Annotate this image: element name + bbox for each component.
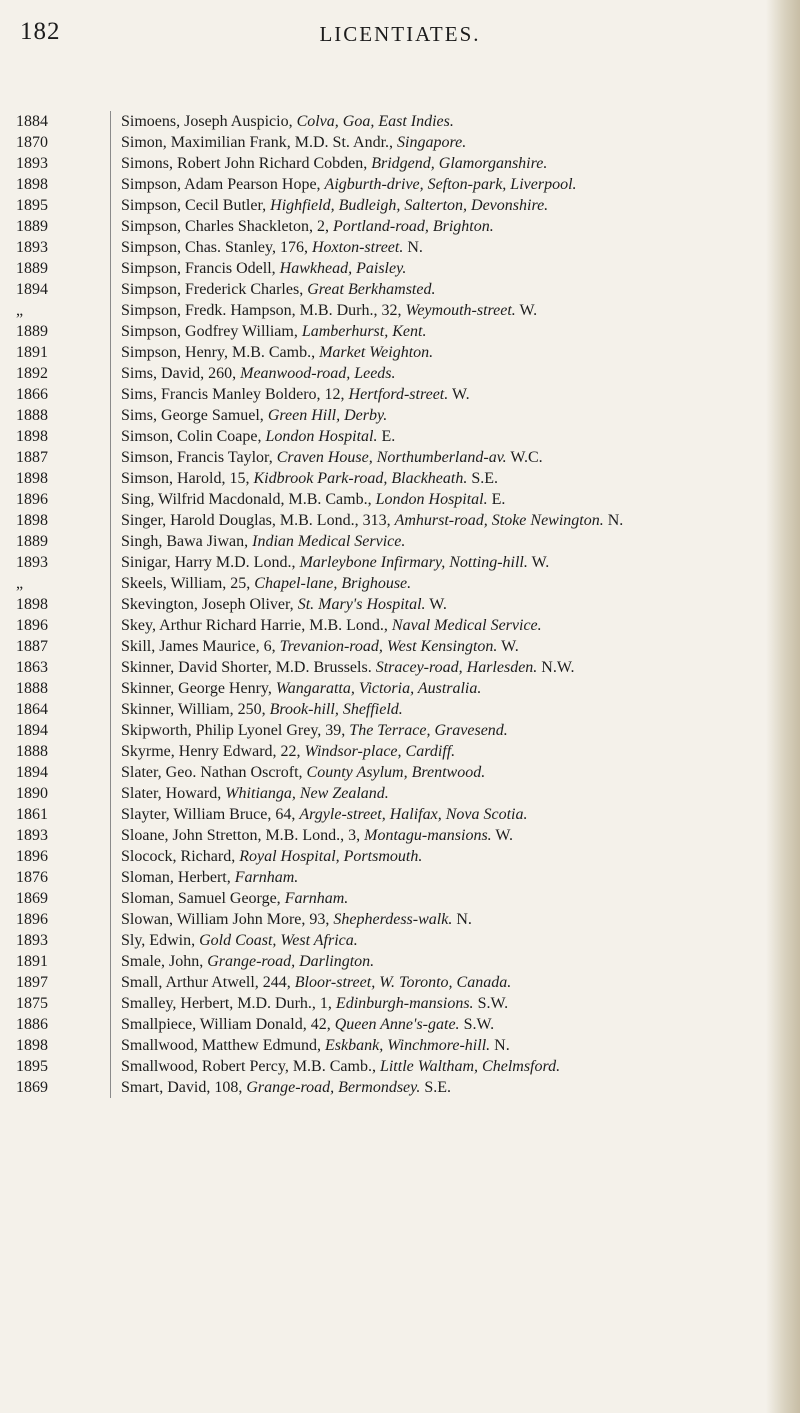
list-item bbox=[0, 951, 800, 972]
entry-address: Singapore. bbox=[397, 134, 467, 151]
entry-year: 1876 bbox=[16, 869, 48, 886]
entry-address: Argyle-street, Halifax, Nova Scotia. bbox=[299, 806, 528, 823]
entry-name: Smalley, Herbert, M.D. Durh., 1, bbox=[121, 995, 336, 1012]
entry-name: Skeels, William, 25, bbox=[121, 575, 255, 592]
entry-name: Simoens, Joseph Auspicio, bbox=[121, 113, 297, 130]
entry-year: 1887 bbox=[16, 449, 48, 466]
entry-text bbox=[110, 678, 770, 699]
entry-name: Skevington, Joseph Oliver, bbox=[121, 596, 298, 613]
entry-address: Wangaratta, Victoria, Australia. bbox=[275, 680, 482, 697]
list-item bbox=[0, 909, 800, 930]
entry-postal-district: E. bbox=[377, 428, 396, 445]
entry-address: Whitianga, New Zealand. bbox=[225, 785, 389, 802]
entry-text bbox=[110, 615, 770, 636]
entry-text bbox=[110, 783, 770, 804]
entry-text bbox=[110, 657, 770, 678]
entry-year: 1893 bbox=[16, 155, 48, 172]
entry-name: Slowan, William John More, 93, bbox=[121, 911, 334, 928]
list-item bbox=[0, 489, 800, 510]
entry-text bbox=[110, 153, 770, 174]
entry-postal-district: N. bbox=[403, 239, 423, 256]
entry-text bbox=[110, 993, 770, 1014]
list-item bbox=[0, 1077, 800, 1098]
entry-name: Skinner, George Henry, bbox=[121, 680, 276, 697]
entry-address: Meanwood-road, Leeds. bbox=[240, 365, 396, 382]
entry-year: 1870 bbox=[16, 134, 48, 151]
entry-name: Simpson, Henry, M.B. Camb., bbox=[121, 344, 320, 361]
entry-name: Simpson, Charles Shackleton, 2, bbox=[121, 218, 333, 235]
entry-address: Highfield, Budleigh, Salterton, Devonshire. bbox=[270, 197, 549, 214]
entry-address: Windsor-place, Cardiff. bbox=[304, 743, 456, 760]
entry-text bbox=[110, 867, 770, 888]
entry-address: Hoxton-street. bbox=[311, 239, 404, 256]
list-item bbox=[0, 405, 800, 426]
entry-address: Great Berkhamsted. bbox=[307, 281, 436, 298]
entry-text bbox=[110, 741, 770, 762]
entry-text bbox=[110, 405, 770, 426]
entry-postal-district: S.E. bbox=[420, 1079, 452, 1096]
entry-postal-district: N. bbox=[452, 911, 472, 928]
entry-year: 1889 bbox=[16, 323, 48, 340]
entry-address: Montagu-mansions. bbox=[364, 827, 492, 844]
list-item bbox=[0, 762, 800, 783]
entry-name: Slayter, William Bruce, 64, bbox=[121, 806, 300, 823]
list-item bbox=[0, 972, 800, 993]
entry-address: Brook-hill, Sheffield. bbox=[269, 701, 403, 718]
entry-address: St. Mary's Hospital. bbox=[297, 596, 426, 613]
entry-year: 1869 bbox=[16, 1079, 48, 1096]
list-item bbox=[0, 510, 800, 531]
list-item bbox=[0, 111, 800, 132]
entry-postal-district: W. bbox=[515, 302, 538, 319]
list-item bbox=[0, 174, 800, 195]
entry-text bbox=[110, 258, 770, 279]
list-item bbox=[0, 384, 800, 405]
entry-year: 1898 bbox=[16, 1037, 48, 1054]
entry-text bbox=[110, 1056, 770, 1077]
entry-year: 1889 bbox=[16, 260, 48, 277]
entry-text bbox=[110, 930, 770, 951]
entry-address: Kidbrook Park-road, Blackheath. bbox=[253, 470, 468, 487]
list-item bbox=[0, 741, 800, 762]
entry-text bbox=[110, 699, 770, 720]
entry-address: Bridgend, Glamorganshire. bbox=[371, 155, 548, 172]
entry-text bbox=[110, 531, 770, 552]
entry-year: 1898 bbox=[16, 428, 48, 445]
entry-name: Sims, George Samuel, bbox=[121, 407, 268, 424]
entry-address: Green Hill, Derby. bbox=[267, 407, 388, 424]
entry-text bbox=[110, 279, 770, 300]
entry-year: 1893 bbox=[16, 827, 48, 844]
entry-name: Simpson, Frederick Charles, bbox=[121, 281, 308, 298]
licentiate-list bbox=[0, 111, 800, 1098]
entry-year: 1889 bbox=[16, 533, 48, 550]
entry-year: 1890 bbox=[16, 785, 48, 802]
entry-year: 1893 bbox=[16, 554, 48, 571]
list-item bbox=[0, 447, 800, 468]
entry-name: Skill, James Maurice, 6, bbox=[121, 638, 280, 655]
entry-address: Hawkhead, Paisley. bbox=[279, 260, 407, 277]
entry-year: 1898 bbox=[16, 596, 48, 613]
entry-text bbox=[110, 720, 770, 741]
entry-year: 1893 bbox=[16, 932, 48, 949]
entry-year: 1893 bbox=[16, 239, 48, 256]
entry-year: 1864 bbox=[16, 701, 48, 718]
entry-name: Smallwood, Robert Percy, M.B. Camb., bbox=[121, 1058, 380, 1075]
entry-postal-district: W. bbox=[497, 638, 519, 655]
list-item bbox=[0, 153, 800, 174]
entry-postal-district: N. bbox=[490, 1037, 510, 1054]
entry-text bbox=[110, 468, 770, 489]
list-item bbox=[0, 783, 800, 804]
entry-postal-district: E. bbox=[487, 491, 506, 508]
entry-address: Royal Hospital, Portsmouth. bbox=[239, 848, 423, 865]
entry-text bbox=[110, 1077, 770, 1098]
entry-year: 1894 bbox=[16, 764, 48, 781]
entry-address: Trevanion-road, West Kensington. bbox=[279, 638, 498, 655]
entry-name: Simpson, Godfrey William, bbox=[121, 323, 302, 340]
entry-text bbox=[110, 321, 770, 342]
entry-name: Simpson, Francis Odell, bbox=[121, 260, 280, 277]
entry-postal-district: S.E. bbox=[467, 470, 499, 487]
entry-address: London Hospital. bbox=[375, 491, 488, 508]
entry-text bbox=[110, 846, 770, 867]
entry-year: 1897 bbox=[16, 974, 48, 991]
entry-text bbox=[110, 1035, 770, 1056]
list-item bbox=[0, 468, 800, 489]
entry-name: Simson, Colin Coape, bbox=[121, 428, 266, 445]
entry-name: Simson, Harold, 15, bbox=[121, 470, 254, 487]
entry-text bbox=[110, 195, 770, 216]
list-item bbox=[0, 363, 800, 384]
entry-name: Slocock, Richard, bbox=[121, 848, 240, 865]
entry-address: Colva, Goa, East Indies. bbox=[296, 113, 454, 130]
entry-address: Edinburgh-mansions. bbox=[335, 995, 474, 1012]
entry-address: Eskbank, Winchmore-hill. bbox=[324, 1037, 491, 1054]
entry-name: Simpson, Chas. Stanley, 176, bbox=[121, 239, 312, 256]
entry-year: 1894 bbox=[16, 722, 48, 739]
entry-name: Simpson, Adam Pearson Hope, bbox=[121, 176, 325, 193]
entry-address: Grange-road, Bermondsey. bbox=[246, 1079, 421, 1096]
entry-text bbox=[110, 132, 770, 153]
entry-text bbox=[110, 594, 770, 615]
list-item bbox=[0, 804, 800, 825]
entry-text bbox=[110, 636, 770, 657]
entry-name: Smallwood, Matthew Edmund, bbox=[121, 1037, 325, 1054]
list-item bbox=[0, 300, 800, 321]
entry-name: Singh, Bawa Jiwan, bbox=[121, 533, 253, 550]
entry-postal-district: W. bbox=[425, 596, 447, 613]
entry-postal-district: S.W. bbox=[459, 1016, 495, 1033]
list-item bbox=[0, 573, 800, 594]
entry-name: Sly, Edwin, bbox=[121, 932, 200, 949]
entry-year: 1884 bbox=[16, 113, 48, 130]
entry-year: 1896 bbox=[16, 491, 48, 508]
entry-name: Skipworth, Philip Lyonel Grey, 39, bbox=[121, 722, 350, 739]
entry-address: Gold Coast, West Africa. bbox=[199, 932, 358, 949]
entry-name: Skinner, David Shorter, M.D. Brussels. bbox=[121, 659, 376, 676]
list-item bbox=[0, 636, 800, 657]
entry-year: 1898 bbox=[16, 176, 48, 193]
entry-name: Sims, David, 260, bbox=[121, 365, 241, 382]
list-item bbox=[0, 258, 800, 279]
entry-year: 1866 bbox=[16, 386, 48, 403]
list-item bbox=[0, 195, 800, 216]
entry-text bbox=[110, 573, 770, 594]
entry-address: Bloor-street, W. Toronto, Canada. bbox=[294, 974, 512, 991]
list-item bbox=[0, 342, 800, 363]
entry-year: 1891 bbox=[16, 953, 48, 970]
entry-address: Farnham. bbox=[284, 890, 349, 907]
entry-address: London Hospital. bbox=[265, 428, 378, 445]
entry-address: Marleybone Infirmary, Notting-hill. bbox=[299, 554, 528, 571]
list-item bbox=[0, 279, 800, 300]
entry-address: Craven House, Northumberland-av. bbox=[276, 449, 507, 466]
page-number: 182 bbox=[20, 18, 61, 45]
entry-name: Smallpiece, William Donald, 42, bbox=[121, 1016, 335, 1033]
entry-name: Slater, Geo. Nathan Oscroft, bbox=[121, 764, 307, 781]
entry-text bbox=[110, 762, 770, 783]
entry-year: 1886 bbox=[16, 1016, 48, 1033]
entry-year: 1861 bbox=[16, 806, 48, 823]
entry-year: 1875 bbox=[16, 995, 48, 1012]
entry-year: 1892 bbox=[16, 365, 48, 382]
entry-year: 1895 bbox=[16, 1058, 48, 1075]
entry-year: 1869 bbox=[16, 890, 48, 907]
entry-address: Aigburth-drive, Sefton-park, Liverpool. bbox=[324, 176, 577, 193]
entry-address: Lamberhurst, Kent. bbox=[301, 323, 427, 340]
entry-address: Weymouth-street. bbox=[405, 302, 516, 319]
entry-postal-district: W. bbox=[491, 827, 514, 844]
entry-name: Smart, David, 108, bbox=[121, 1079, 247, 1096]
entry-address: The Terrace, Gravesend. bbox=[349, 722, 508, 739]
list-item bbox=[0, 1056, 800, 1077]
list-item bbox=[0, 1014, 800, 1035]
list-item bbox=[0, 993, 800, 1014]
entry-address: Stracey-road, Harlesden. bbox=[375, 659, 538, 676]
entry-text bbox=[110, 111, 770, 132]
entry-text bbox=[110, 1014, 770, 1035]
entry-name: Sloman, Samuel George, bbox=[121, 890, 285, 907]
entry-name: Skyrme, Henry Edward, 22, bbox=[121, 743, 305, 760]
list-item bbox=[0, 825, 800, 846]
entry-year: 1896 bbox=[16, 617, 48, 634]
entry-postal-district: N. bbox=[603, 512, 624, 529]
entry-address: Farnham. bbox=[234, 869, 299, 886]
list-item bbox=[0, 426, 800, 447]
entry-year: 1889 bbox=[16, 218, 48, 235]
entry-address: Market Weighton. bbox=[319, 344, 434, 361]
entry-year: „ bbox=[16, 302, 24, 319]
entry-name: Small, Arthur Atwell, 244, bbox=[121, 974, 295, 991]
entry-name: Sing, Wilfrid Macdonald, M.B. Camb., bbox=[121, 491, 376, 508]
entry-name: Skinner, William, 250, bbox=[121, 701, 270, 718]
entry-name: Sims, Francis Manley Boldero, 12, bbox=[121, 386, 349, 403]
list-item bbox=[0, 531, 800, 552]
list-item bbox=[0, 678, 800, 699]
entry-text bbox=[110, 384, 770, 405]
entry-year: 1888 bbox=[16, 680, 48, 697]
entry-text bbox=[110, 300, 770, 321]
entry-name: Skey, Arthur Richard Harrie, M.B. Lond., bbox=[121, 617, 392, 634]
entry-name: Slater, Howard, bbox=[121, 785, 226, 802]
entry-text bbox=[110, 216, 770, 237]
entry-address: Little Waltham, Chelmsford. bbox=[379, 1058, 561, 1075]
entry-text bbox=[110, 489, 770, 510]
entry-text bbox=[110, 363, 770, 384]
running-head: LICENTIATES. bbox=[319, 22, 481, 46]
entry-year: 1896 bbox=[16, 911, 48, 928]
entry-name: Smale, John, bbox=[121, 953, 208, 970]
entry-postal-district: W. bbox=[527, 554, 550, 571]
list-item bbox=[0, 888, 800, 909]
entry-text bbox=[110, 342, 770, 363]
entry-name: Simons, Robert John Richard Cobden, bbox=[121, 155, 372, 172]
entry-year: 1888 bbox=[16, 407, 48, 424]
entry-text bbox=[110, 825, 770, 846]
list-item bbox=[0, 216, 800, 237]
list-item bbox=[0, 552, 800, 573]
list-item bbox=[0, 1035, 800, 1056]
list-item bbox=[0, 699, 800, 720]
entry-text bbox=[110, 510, 770, 531]
list-item bbox=[0, 720, 800, 741]
entry-address: Grange-road, Darlington. bbox=[207, 953, 375, 970]
entry-year: 1887 bbox=[16, 638, 48, 655]
entry-address: Shepherdess-walk. bbox=[333, 911, 453, 928]
list-item bbox=[0, 237, 800, 258]
list-item bbox=[0, 615, 800, 636]
entry-year: 1898 bbox=[16, 512, 48, 529]
entry-text bbox=[110, 909, 770, 930]
entry-text bbox=[110, 804, 770, 825]
entry-text bbox=[110, 174, 770, 195]
list-item bbox=[0, 132, 800, 153]
entry-postal-district: N.W. bbox=[537, 659, 575, 676]
entry-postal-district: S.W. bbox=[473, 995, 509, 1012]
entry-text bbox=[110, 552, 770, 573]
entry-postal-district: W. bbox=[448, 386, 470, 403]
entry-text bbox=[110, 972, 770, 993]
entry-address: Naval Medical Service. bbox=[391, 617, 542, 634]
entry-name: Sinigar, Harry M.D. Lond., bbox=[121, 554, 300, 571]
entry-name: Simpson, Fredk. Hampson, M.B. Durh., 32, bbox=[121, 302, 406, 319]
entry-year: „ bbox=[16, 575, 24, 592]
entry-year: 1894 bbox=[16, 281, 48, 298]
entry-address: Indian Medical Service. bbox=[252, 533, 406, 550]
list-item bbox=[0, 930, 800, 951]
entry-text bbox=[110, 237, 770, 258]
list-item bbox=[0, 321, 800, 342]
entry-year: 1891 bbox=[16, 344, 48, 361]
list-item bbox=[0, 867, 800, 888]
entry-address: Portland-road, Brighton. bbox=[332, 218, 494, 235]
list-item bbox=[0, 657, 800, 678]
entry-address: Amhurst-road, Stoke Newington. bbox=[394, 512, 604, 529]
entry-name: Singer, Harold Douglas, M.B. Lond., 313, bbox=[121, 512, 395, 529]
entry-text bbox=[110, 951, 770, 972]
entry-year: 1895 bbox=[16, 197, 48, 214]
list-item bbox=[0, 594, 800, 615]
entry-text bbox=[110, 426, 770, 447]
entry-address: Queen Anne's-gate. bbox=[334, 1016, 460, 1033]
entry-text bbox=[110, 447, 770, 468]
entry-year: 1863 bbox=[16, 659, 48, 676]
entry-year: 1888 bbox=[16, 743, 48, 760]
entry-address: Chapel-lane, Brighouse. bbox=[254, 575, 412, 592]
entry-address: County Asylum, Brentwood. bbox=[306, 764, 486, 781]
entry-name: Simson, Francis Taylor, bbox=[121, 449, 277, 466]
list-item bbox=[0, 846, 800, 867]
entry-name: Sloman, Herbert, bbox=[121, 869, 235, 886]
entry-name: Sloane, John Stretton, M.B. Lond., 3, bbox=[121, 827, 365, 844]
entry-address: Hertford-street. bbox=[348, 386, 449, 403]
entry-name: Simpson, Cecil Butler, bbox=[121, 197, 271, 214]
entry-name: Simon, Maximilian Frank, M.D. St. Andr., bbox=[121, 134, 398, 151]
entry-year: 1896 bbox=[16, 848, 48, 865]
entry-postal-district: W.C. bbox=[506, 449, 543, 466]
entry-year: 1898 bbox=[16, 470, 48, 487]
entry-text bbox=[110, 888, 770, 909]
